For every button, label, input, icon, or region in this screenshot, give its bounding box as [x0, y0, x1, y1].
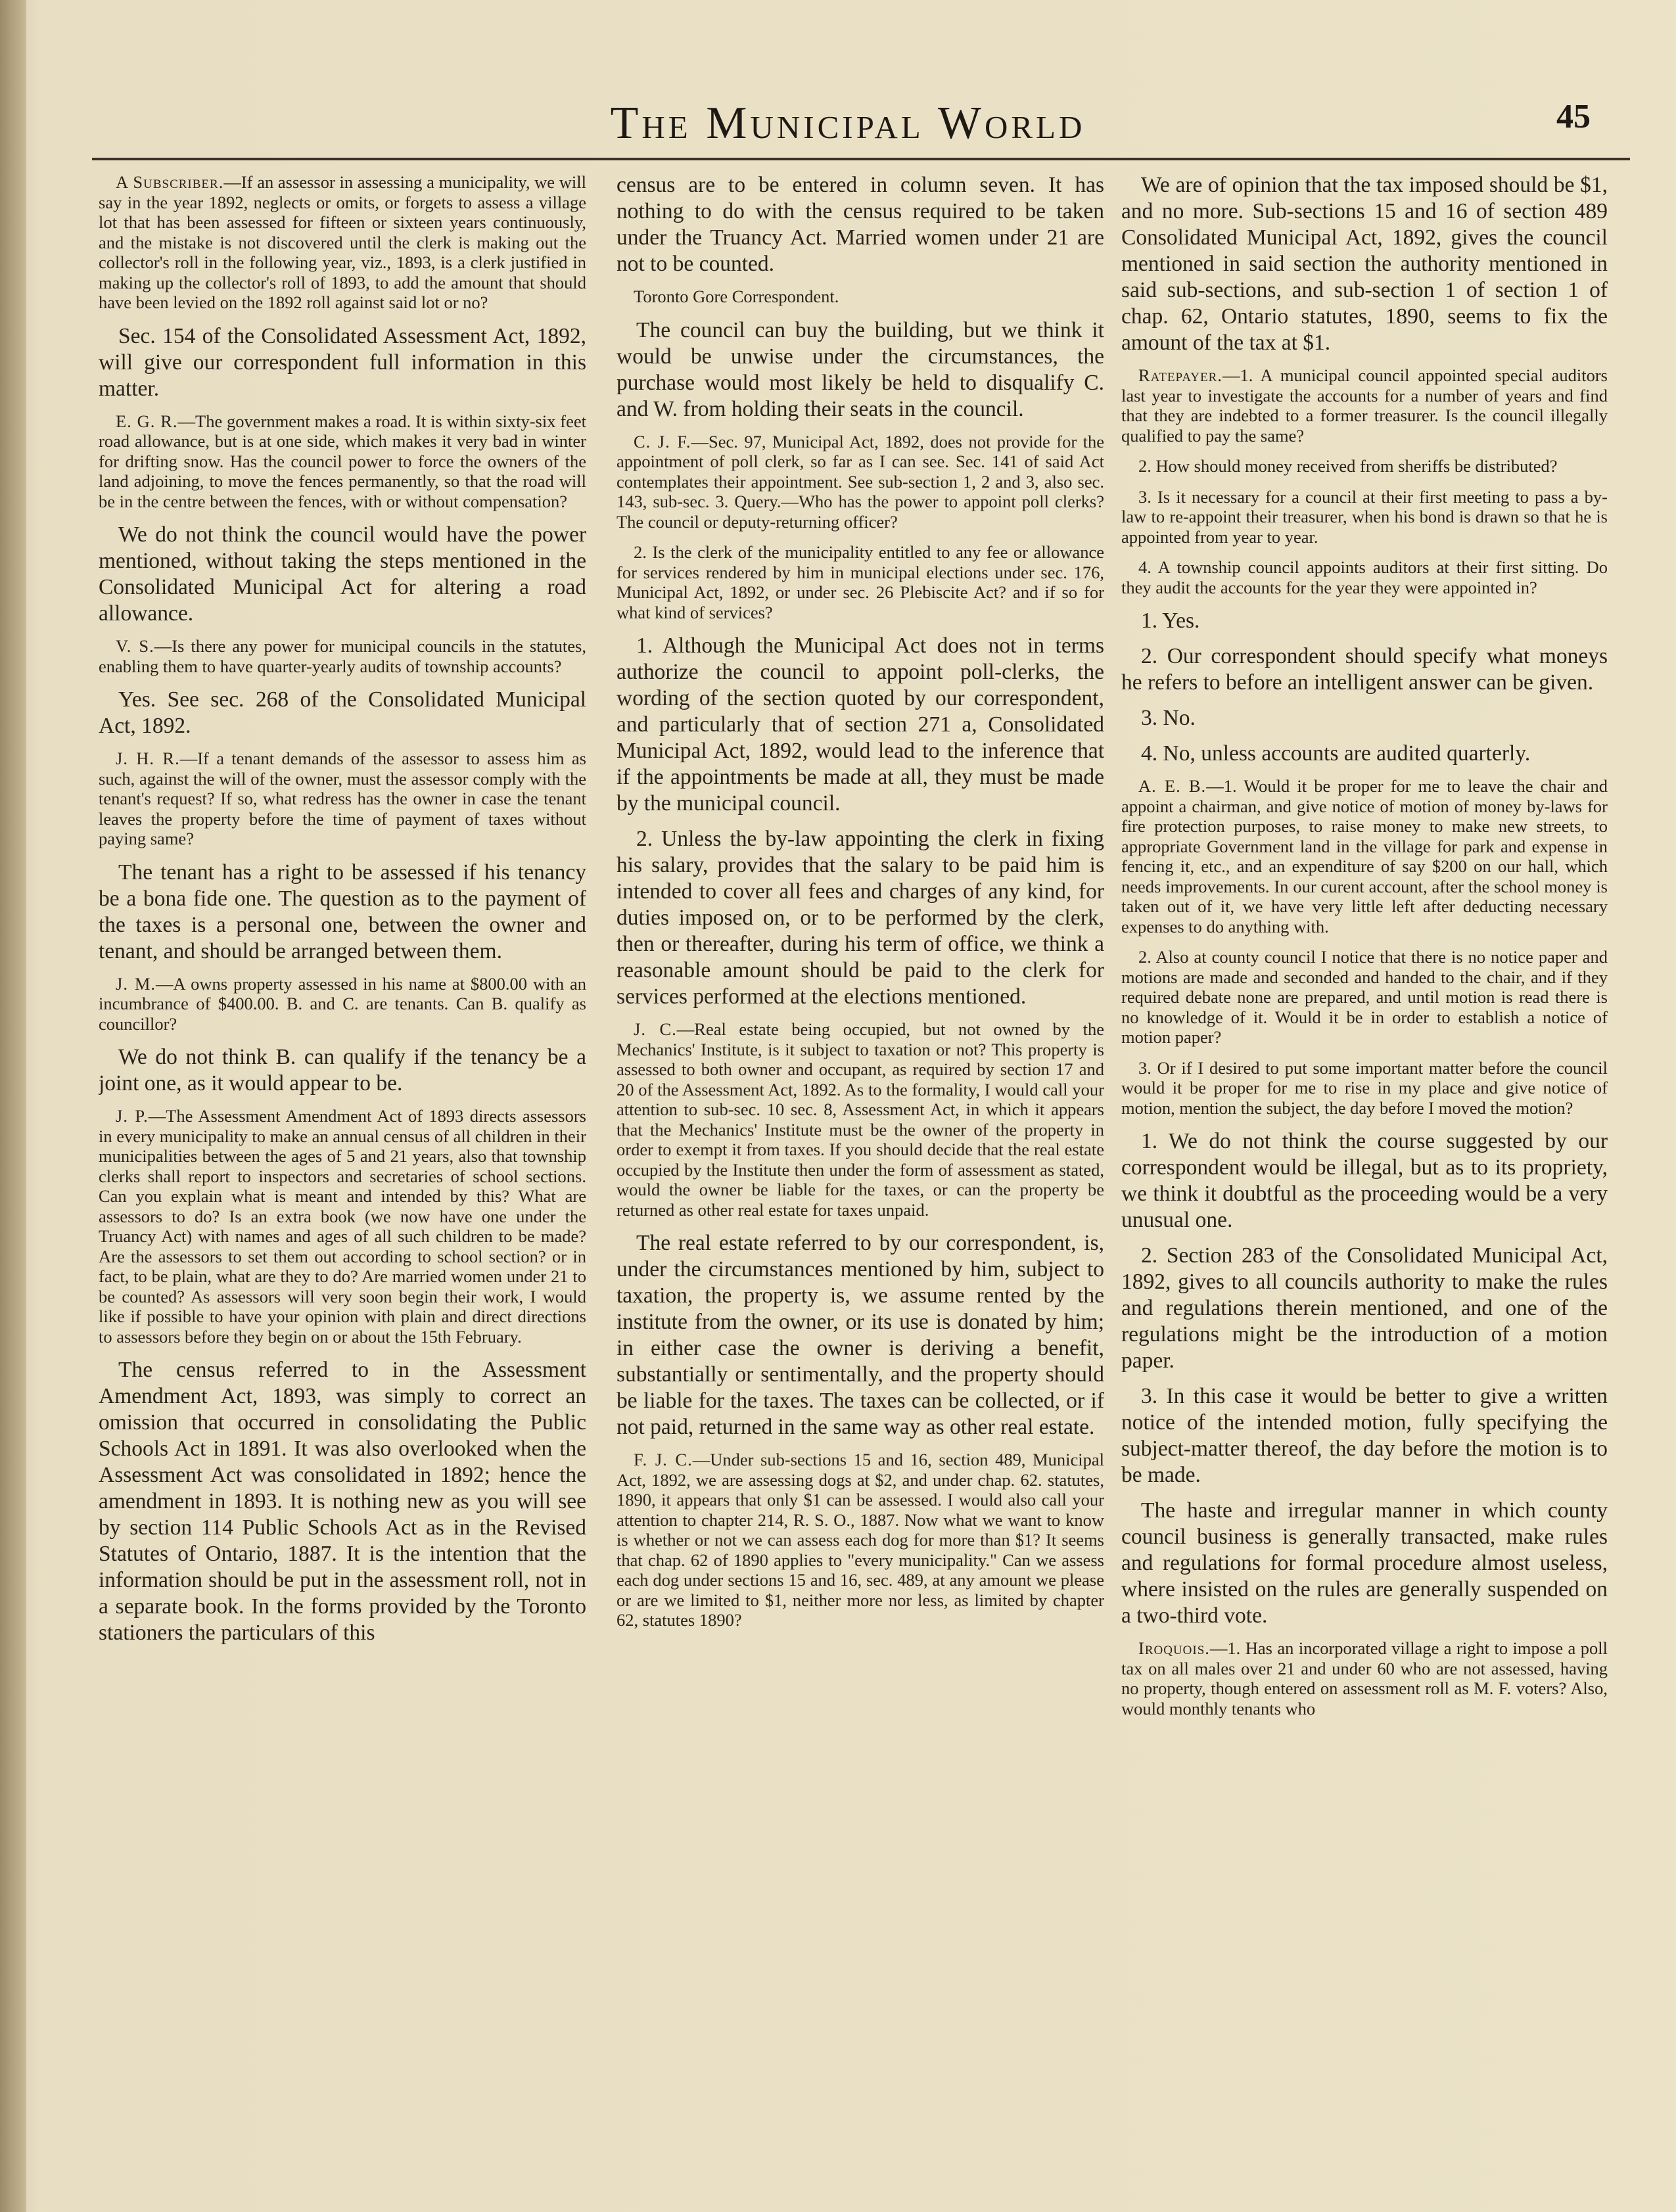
paragraph-text: 1. Yes. [1141, 609, 1200, 633]
correspondent-question [1121, 487, 1608, 547]
paragraph-text: The council can buy the building, but we think it would be unwise under the circumstances, the purchase would most likely be held to disqualify C. and W. from holding their seats in the council. [617, 317, 1104, 421]
correspondent-question [1121, 947, 1608, 1048]
paragraph-text: —If a tenant demands of the assessor to assess him as such, against the will of the owner, must the assessor comply with the tenant's request? If so, what redress has the owner in case the tenant leaves the property before the time of payment of taxes without paying same? [99, 749, 586, 848]
correspondent-signature: J. C. [634, 1019, 677, 1039]
editorial-answer [1121, 1128, 1608, 1233]
paragraph-text: Toronto Gore Correspondent. [634, 287, 839, 306]
correspondent-question [99, 172, 586, 313]
paragraph-text: 2. Is the clerk of the municipality entitled to any fee or allowance for services rendered by him in municipal elections under sec. 176, Municipal Act, 1892, or under sec. 26 Plebiscite Act? and if so for what kind of services? [617, 542, 1104, 622]
paragraph-text: The census referred to in the Assessment Amendment Act, 1893, was simply to correct an omission that occurred in consolidating the Public Schools Act in 1891. It was also overlooked when the Assessment Act was consolidated in 1892; hence the amendment in 1893. It is nothing new as you will see by section 114 Public Schools Act as in the Revised Statutes of Ontario, 1887. It is the intention that the information should be put in the assessment roll, not in a separate book. In the forms provided by the Toronto stationers the particulars of this [99, 1358, 586, 1645]
paragraph-text: Yes. See sec. 268 of the Consolidated Municipal Act, 1892. [99, 687, 586, 738]
paragraph-text: We do not think the council would have the power mentioned, without taking the steps mentioned in the Consolidated Municipal Act for altering a road allowance. [99, 522, 586, 626]
editorial-answer [1121, 172, 1608, 356]
correspondent-signature: J. M. [116, 973, 156, 994]
correspondent-signature: E. G. R. [116, 411, 178, 431]
editorial-answer [617, 826, 1104, 1010]
correspondent-question [617, 542, 1104, 622]
masthead-title: The Municipal World [610, 98, 1086, 149]
paragraph-text: —1. Has an incorporated village a right to impose a poll tax on all males over 21 and under 60 who are not assessed, having no property, though entered on assessment roll as M. F. voters? Also, would monthly tenants who [1121, 1638, 1608, 1718]
editorial-answer [99, 1044, 586, 1097]
paragraph-text: census are to be entered in column seven. It has nothing to do with the census required to be taken under the Truancy Act. Married women under 21 are not to be counted. [617, 173, 1104, 276]
paragraph-text: 1. Although the Municipal Act does not in terms authorize the council to appoint poll-clerks, the wording of the section quoted by our correspondent, and particularly that of section 271 a, Consolidated Municipal Act, 1892, would lead to the inference that if the appointments be made at all, they must be made by the municipal council. [617, 634, 1104, 816]
paragraph-text: 3. No. [1141, 706, 1196, 730]
editorial-answer [1121, 1383, 1608, 1488]
paragraph-text: 2. Also at county council I notice that there is no notice paper and motions are made and seconded and handed to the chair, and if they required debate none are prepared, and until motion is read there is no knowledge of it. Would it be in order to establish a notice of motion paper? [1121, 947, 1608, 1047]
editorial-answer [617, 1230, 1104, 1440]
masthead [92, 97, 1604, 156]
correspondent-question [99, 1106, 586, 1347]
paragraph-text: 3. Is it necessary for a council at their first meeting to pass a by-law to re-appoint their treasurer, when his bond is drawn so that he is appointed from year to year. [1121, 486, 1608, 547]
paragraph-text: —The Assessment Amendment Act of 1893 directs assessors in every municipality to make an annual census of all children in their municipalities between the ages of 5 and 21 years, also that township clerks shall report to inspectors and secretaries of school sections. Can you explain what is meant and intended by this? What are assessors to do? Is an extra book (we now have one under the Truancy Act) with names and ages of all such children to be made? Are the assessors to set them out according to school section? or in fact, to be plain, what are they to do? Are married women under 21 to be counted? As assessors will very soon begin their work, I would like if possible to have your opinion with plain and direct directions to assessors before they begin on or about the 15th February. [99, 1106, 586, 1347]
correspondent-question [617, 1450, 1104, 1630]
editorial-answer [617, 317, 1104, 423]
editorial-answer [99, 1357, 586, 1646]
column-2 [617, 172, 1104, 2157]
paragraph-text: —1. Would it be proper for me to leave the chair and appoint a chairman, and give notice of motion of money by-laws for fire protection purposes, to raise money to make new streets, to appropriate Government land in the village for park and expense in fencing it, etc., and an expenditure of say $200 on our hall, which needs improvements. In our curent account, after the school money is taken out of it, we have very little left after deducting necessary expenses to do anything with. [1121, 776, 1608, 936]
column-3 [1121, 172, 1608, 2157]
correspondent-question [1121, 1058, 1608, 1118]
paragraph-text: —Under sub-sections 15 and 16, section 489, Municipal Act, 1892, we are assessing dogs at $2, and under chap. 62. statutes, 1890, it appears that only $1 can be assessed. I would also call your attention to chapter 214, R. S. O., 1887. Now what we want to know is whether or not we can assess each dog for more than $1? It seems that chap. 62 of 1890 applies to "every municipality." Can we assess each dog under sections 15 and 16, sec. 489, at any amount we please or are we limited to $1, neither more nor less, as limited by chapter 62, statutes 1890? [617, 1450, 1104, 1630]
editorial-answer [1121, 1243, 1608, 1374]
paragraph-text: —If an assessor in assessing a municipality, we will say in the year 1892, neglects or omits, or forgets to assess a village lot that has been assessed for fifteen or sixteen years continuously, and the mistake is not discovered until the clerk is making out the collector's roll in the following year, viz., 1893, is a clerk justified in making up the collector's roll of 1893, to add the amount that should have been levied on the 1892 roll against said lot or no? [99, 172, 586, 312]
correspondent-signature: Ratepayer. [1138, 365, 1222, 385]
paragraph-text: We do not think B. can qualify if the tenancy be a joint one, as it would appear to be. [99, 1045, 586, 1095]
correspondent-question [1121, 557, 1608, 597]
correspondent-question [99, 411, 586, 512]
correspondent-question [617, 432, 1104, 532]
correspondent-question [99, 974, 586, 1034]
correspondent-question [1121, 1638, 1608, 1718]
paragraph-text: The real estate referred to by our correspondent, is, under the circumstances mentioned by him, subject to taxation, the property is, we assume rented by the institute from the owner, or its use is donated by him; in either case the owner is deriving a benefit, substantially or sentimentally, and the property should be liable for the taxes. The taxes can be collected, or if not paid, returned in the same way as other real estate. [617, 1231, 1104, 1439]
paragraph-text: Sec. 154 of the Consolidated Assessment Act, 1892, will give our correspondent full information in this matter. [99, 323, 586, 401]
editorial-answer [617, 172, 1104, 277]
paragraph-text: —1. A municipal council appointed special auditors last year to investigate the accounts for a number of years and find that they are indebted to a former treasurer. Is the council illegally qualified to pay the same? [1121, 365, 1608, 446]
editorial-answer [1121, 643, 1608, 696]
correspondent-signature: Iroquois. [1138, 1638, 1210, 1658]
paragraph-text: The tenant has a right to be assessed if his tenancy be a bona fide one. The question as to the payment of the taxes is a personal one, between the owner and tenant, and should be arranged between them. [99, 860, 586, 963]
masthead-rule [92, 158, 1630, 160]
correspondent-question [617, 1019, 1104, 1220]
paragraph-text: 4. No, unless accounts are audited quarterly. [1141, 741, 1531, 766]
editorial-answer [99, 687, 586, 739]
editorial-answer [99, 522, 586, 627]
correspondent-question [1121, 776, 1608, 936]
page-number: 45 [1556, 98, 1591, 135]
paragraph-text: 2. Unless the by-law appointing the clerk in fixing his salary, provides that the salary to be paid him is intended to cover all fees and charges of any kind, for duties imposed on, or to be performed by the clerk, then or thereafter, during his term of office, we think a reasonable amount should be paid to the clerk for services performed at the elections mentioned. [617, 827, 1104, 1009]
paragraph-text: 2. Section 283 of the Consolidated Municipal Act, 1892, gives to all councils authority to make the rules and regulations therein mentioned, and one of the regulations might be the introduction of a motion paper. [1121, 1243, 1608, 1373]
editorial-answer [1121, 1498, 1608, 1629]
paragraph-text: —Sec. 97, Municipal Act, 1892, does not provide for the appointment of poll clerk, so far as I can see. Sec. 141 of said Act contemplates their appointment. See sub-section 1, 2 and 3, also sec. 143, sub-sec. 3. Query.—Who has the power to appoint poll clerks? The council or deputy-returning officer? [617, 431, 1104, 532]
correspondent-signature: C. J. F. [634, 431, 691, 451]
paragraph-text: —Is there any power for municipal councils in the statutes, enabling them to have quarter-yearly audits of township accounts? [99, 636, 586, 676]
correspondent-signature: J. H. R. [116, 749, 180, 768]
correspondent-signature: A Subscriber. [116, 172, 224, 192]
editorial-answer [1121, 705, 1608, 731]
paragraph-text: 4. A township council appoints auditors at their first sitting. Do they audit the accounts for the year they were appointed in? [1121, 557, 1608, 597]
correspondent-question [617, 287, 1104, 307]
paragraph-text: 3. In this case it would be better to give a written notice of the intended motion, fully specifying the subject-matter thereof, the day before the motion is to be made. [1121, 1384, 1608, 1487]
paragraph-text: —The government makes a road. It is within sixty-six feet road allowance, but is at one side, which makes it very bad in winter for drifting snow. Has the council power to force the owners of the land adjoining, to move the fences permanently, so that the road will be in the centre between the fences, with or without compensation? [99, 411, 586, 511]
correspondent-signature: J. P. [116, 1106, 149, 1126]
correspondent-signature: A. E. B. [1138, 776, 1207, 796]
editorial-answer [1121, 741, 1608, 767]
paragraph-text: 1. We do not think the course suggested by our correspondent would be illegal, but as to its propriety, we think it doubtful as the proceeding would be a very unusual one. [1121, 1129, 1608, 1232]
page-binding-edge [0, 0, 26, 2212]
correspondent-question [1121, 456, 1608, 476]
correspondent-question [99, 636, 586, 676]
paragraph-text: —Real estate being occupied, but not owned by the Mechanics' Institute, is it subject to taxation or not? This property is assessed to both owner and occupant, as required by section 17 and 20 of the Assessment Act, 1892. As to the formality, I would call your attention to sub-sec. 10 sec. 8, Assessment Act, in which it appears that the Mechanics' Institute must be the owner of the property in order to exempt it from taxes. If you should decide that the real estate occupied by the Institute then under the form of assessment as stated, would the owner be liable for the taxes, or can the property be returned as other real estate for taxes unpaid. [617, 1019, 1104, 1220]
paragraph-text: —A owns property assessed in his name at $800.00 with an incumbrance of $400.00. B. and C. are tenants. Can B. qualify as councillor? [99, 973, 586, 1034]
column-1 [99, 172, 586, 2157]
paragraph-text: 3. Or if I desired to put some important matter before the council would it be proper for me to rise in my place and give notice of motion, mention the subject, the day before I moved the motion? [1121, 1057, 1608, 1118]
correspondent-signature: F. J. C. [634, 1450, 693, 1469]
paragraph-text: 2. How should money received from sheriffs be distributed? [1138, 456, 1558, 476]
editorial-answer [617, 633, 1104, 817]
correspondent-question [99, 749, 586, 849]
editorial-answer [99, 323, 586, 402]
editorial-answer [99, 860, 586, 965]
paragraph-text: The haste and irregular manner in which county council business is generally transacted, make rules and regulations for formal procedure almost useless, where insisted on the rules are generally suspended on a two-third vote. [1121, 1498, 1608, 1628]
correspondent-question [1121, 365, 1608, 446]
editorial-answer [1121, 608, 1608, 634]
paragraph-text: We are of opinion that the tax imposed should be $1, and no more. Sub-sections 15 and 16 of section 489 Consolidated Municipal Act, 1892, gives the council mentioned in said section the authority mentioned in said sub-sections, and sub-section 1 of section 1 of chap. 62, Ontario statutes, 1890, seems to fix the amount of the tax at $1. [1121, 173, 1608, 355]
paragraph-text: 2. Our correspondent should specify what moneys he refers to before an intelligent answer can be given. [1121, 644, 1608, 695]
correspondent-signature: V. S. [116, 636, 154, 656]
